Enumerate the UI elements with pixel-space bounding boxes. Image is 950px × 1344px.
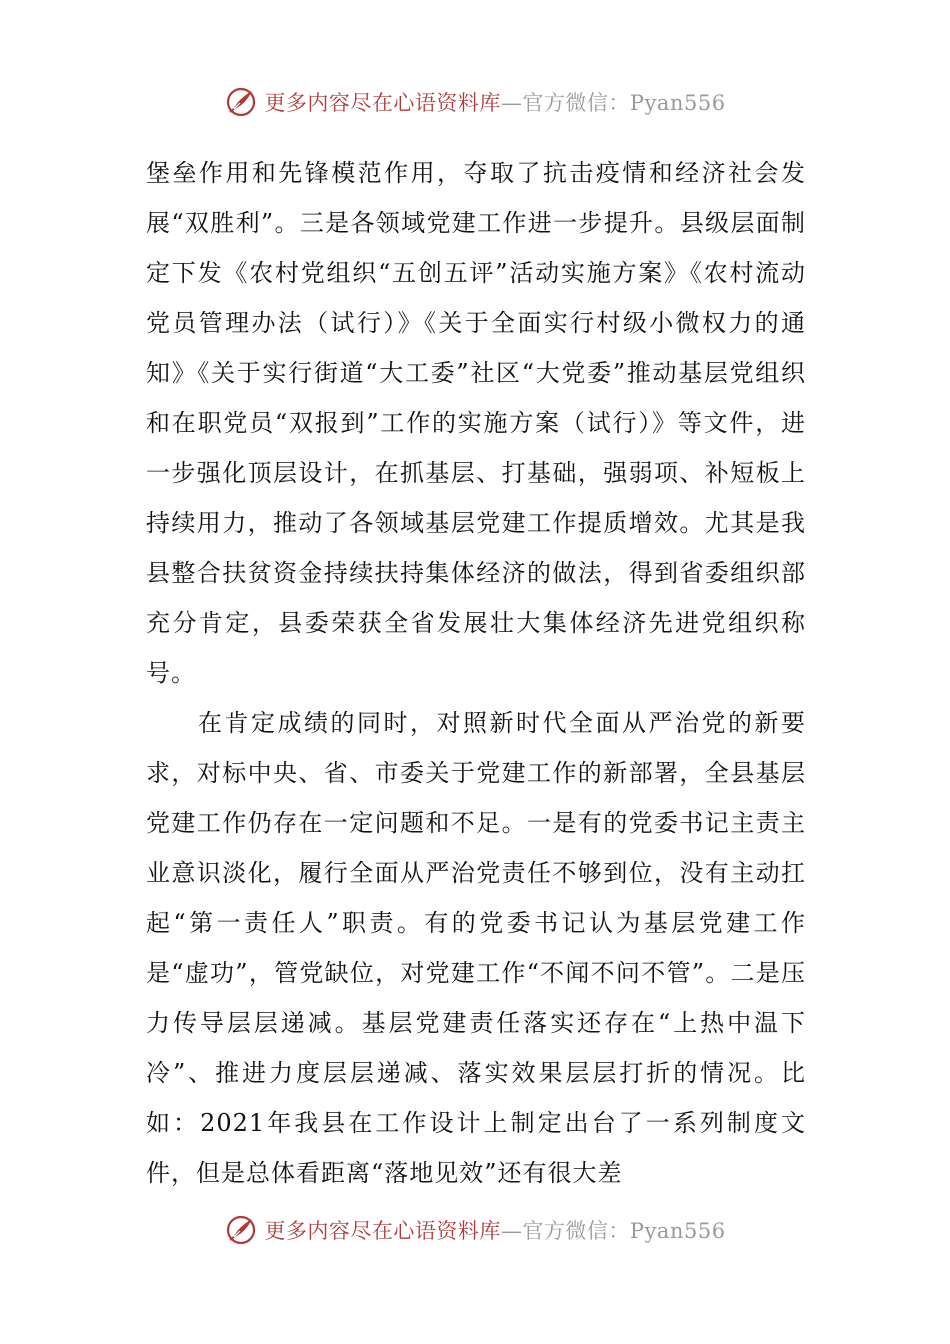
header-banner-rest: —官方微信：Pyan556	[500, 91, 726, 115]
paragraph-1: 堡垒作用和先锋模范作用，夺取了抗击疫情和经济社会发展“双胜利”。三是各领域党建工作进一步提升。县级层面制定下发《农村党组织“五创五评”活动实施方案》《农村流动党员管理办法（试行）》《关于全面实行村级小微权力的通知》《关于实行街道“大工委”社区“大党委”推动基层党组织和在职党员“双报到”工作的实施方案（试行）》等文件，进一步强化顶层设计，在抓基层、打基础，强弱项、补短板上持续用力，推动了各领域基层党建工作提质增效。尤其是我县整合扶贫资金持续扶持集体经济的做法，得到省委组织部充分肯定，县委荣获全省发展壮大集体经济先进党组织称号。	[146, 159, 806, 687]
header-banner	[0, 82, 950, 122]
quill-pen-logo-icon	[224, 85, 258, 119]
footer-banner-rest: —官方微信：Pyan556	[500, 1219, 726, 1243]
document-body	[146, 148, 806, 1198]
footer-banner-lead: 更多内容尽在心语资料库	[264, 1219, 501, 1243]
quill-pen-logo-icon	[224, 1213, 258, 1247]
footer-banner-text	[264, 1215, 725, 1245]
paragraph-2: 在肯定成绩的同时，对照新时代全面从严治党的新要求，对标中央、省、市委关于党建工作的新部署，全县基层党建工作仍存在一定问题和不足。一是有的党委书记主责主业意识淡化，履行全面从严治党责任不够到位，没有主动扛起“第一责任人”职责。有的党委书记认为基层党建工作是“虚功”，管党缺位，对党建工作“不闻不问不管”。二是压力传导层层递减。基层党建责任落实还存在“上热中温下冷”、推进力度层层递减、落实效果层层打折的情况。比如：2021年我县在工作设计上制定出台了一系列制度文件，但是总体看距离“落地见效”还有很大差	[146, 709, 806, 1187]
header-banner-text	[264, 87, 725, 117]
header-banner-lead: 更多内容尽在心语资料库	[264, 91, 501, 115]
footer-banner	[0, 1210, 950, 1250]
